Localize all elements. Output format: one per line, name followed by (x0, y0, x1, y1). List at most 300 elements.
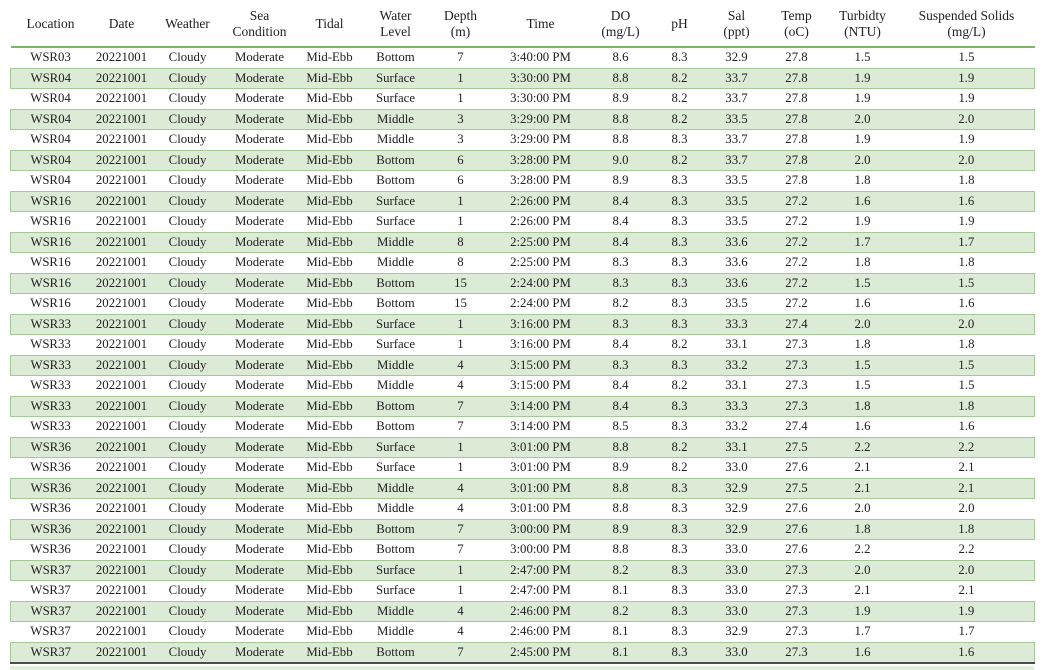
table-cell-date: 20221001 (91, 478, 153, 499)
column-header-line: (ppt) (723, 23, 750, 39)
table-row (11, 417, 1035, 438)
table-cell-location: WSR04 (11, 109, 91, 130)
table-cell-time: 3:29:00 PM (493, 109, 589, 130)
table-cell-sal-ppt: 33.0 (707, 642, 767, 663)
table-cell-location: WSR33 (30, 419, 71, 433)
table-cell-depth-m: 7 (429, 396, 493, 417)
table-cell-sea-condition: Moderate (234, 542, 285, 556)
table-cell-date: 20221001 (95, 50, 148, 64)
table-cell-suspended-solids-mg-l: 1.8 (899, 396, 1035, 417)
table-cell-time: 3:29:00 PM (510, 132, 571, 146)
table-cell-weather: Cloudy (153, 642, 223, 663)
table-cell-tidal: Mid-Ebb (297, 601, 363, 622)
table-cell-time: 3:00:00 PM (510, 542, 571, 556)
table-cell-turbidty-ntu: 2.1 (854, 583, 871, 597)
table-cell-suspended-solids-mg-l: 1.5 (958, 50, 975, 64)
table-cell-date: 20221001 (91, 642, 153, 663)
table-cell-depth-m: 4 (457, 501, 464, 515)
table-cell-do-mg-l: 8.6 (612, 50, 629, 64)
table-cell-depth-m: 4 (429, 601, 493, 622)
table-cell-ph: 8.3 (671, 214, 688, 228)
table-cell-turbidty-ntu: 1.6 (854, 296, 871, 310)
table-cell-date: 20221001 (95, 624, 148, 638)
table-cell-water-level: Bottom (376, 173, 415, 187)
table-cell-date: 20221001 (95, 501, 148, 515)
table-cell-tidal: Mid-Ebb (297, 396, 363, 417)
table-cell-weather: Cloudy (168, 501, 207, 515)
table-cell-location: WSR36 (11, 519, 91, 540)
table-row (11, 212, 1035, 233)
table-cell-date: 20221001 (95, 337, 148, 351)
table-cell-sea-condition: Moderate (223, 68, 297, 89)
table-cell-turbidty-ntu: 1.5 (854, 50, 871, 64)
table-cell-water-level: Middle (363, 601, 429, 622)
table-cell-do-mg-l: 8.4 (589, 396, 653, 417)
table-cell-sal-ppt: 33.2 (725, 419, 748, 433)
table-cell-temp-oc: 27.2 (785, 214, 808, 228)
table-row (11, 68, 1035, 89)
table-cell-weather: Cloudy (153, 437, 223, 458)
table-cell-ph: 8.3 (671, 501, 688, 515)
table-cell-depth-m: 7 (429, 642, 493, 663)
table-cell-ph: 8.2 (671, 460, 688, 474)
table-cell-time: 3:30:00 PM (510, 91, 571, 105)
table-cell-time: 3:30:00 PM (493, 68, 589, 89)
table-cell-sea-condition: Moderate (223, 232, 297, 253)
table-row (11, 601, 1035, 622)
table-cell-temp-oc: 27.4 (785, 419, 808, 433)
table-cell-water-level: Bottom (376, 542, 415, 556)
table-cell-depth-m: 7 (429, 519, 493, 540)
column-header-sal-ppt (707, 2, 767, 47)
column-header-suspended-solids-mg-l (899, 2, 1035, 47)
table-cell-tidal: Mid-Ebb (306, 337, 353, 351)
table-cell-water-level: Bottom (363, 273, 429, 294)
table-cell-tidal: Mid-Ebb (297, 560, 363, 581)
table-cell-depth-m: 15 (429, 273, 493, 294)
table-row (11, 171, 1035, 192)
table-cell-ph: 8.3 (653, 642, 707, 663)
table-cell-suspended-solids-mg-l: 2.2 (899, 437, 1035, 458)
table-cell-sal-ppt: 33.3 (707, 314, 767, 335)
table-cell-sea-condition: Moderate (223, 273, 297, 294)
table-cell-temp-oc: 27.3 (767, 560, 827, 581)
table-cell-do-mg-l: 8.2 (589, 601, 653, 622)
table-cell-suspended-solids-mg-l: 2.0 (958, 501, 975, 515)
table-cell-sea-condition: Moderate (234, 419, 285, 433)
table-cell-time: 2:45:00 PM (493, 642, 589, 663)
table-cell-weather: Cloudy (153, 396, 223, 417)
table-row (11, 273, 1035, 294)
table-cell-do-mg-l: 8.9 (612, 173, 629, 187)
table-cell-weather: Cloudy (168, 624, 207, 638)
table-cell-ph: 8.3 (653, 560, 707, 581)
table-cell-water-level: Middle (363, 355, 429, 376)
table-cell-tidal: Mid-Ebb (297, 150, 363, 171)
table-cell-date: 20221001 (91, 273, 153, 294)
table-cell-tidal: Mid-Ebb (306, 501, 353, 515)
table-cell-ph: 8.3 (671, 624, 688, 638)
column-header-line: Condition (232, 23, 287, 39)
table-cell-location: WSR03 (30, 50, 71, 64)
table-cell-sea-condition: Moderate (223, 314, 297, 335)
column-header-time (493, 2, 589, 47)
table-cell-water-level: Surface (363, 314, 429, 335)
table-cell-sal-ppt: 33.5 (707, 191, 767, 212)
table-row (11, 232, 1035, 253)
table-cell-suspended-solids-mg-l: 2.0 (899, 109, 1035, 130)
table-cell-suspended-solids-mg-l: 1.6 (958, 419, 975, 433)
table-cell-do-mg-l: 8.4 (612, 214, 629, 228)
table-cell-do-mg-l: 8.8 (589, 109, 653, 130)
table-cell-temp-oc: 27.3 (785, 378, 808, 392)
table-cell-weather: Cloudy (153, 601, 223, 622)
table-cell-suspended-solids-mg-l: 1.9 (899, 601, 1035, 622)
table-cell-depth-m: 8 (457, 255, 464, 269)
table-row (11, 253, 1035, 274)
table-cell-weather: Cloudy (153, 519, 223, 540)
table-cell-location: WSR36 (30, 460, 71, 474)
table-cell-tidal: Mid-Ebb (306, 583, 353, 597)
table-cell-suspended-solids-mg-l: 1.6 (899, 642, 1035, 663)
table-cell-temp-oc: 27.8 (785, 50, 808, 64)
table-cell-sal-ppt: 32.9 (707, 478, 767, 499)
table-cell-turbidty-ntu: 1.5 (827, 273, 899, 294)
table-cell-time: 3:01:00 PM (510, 501, 571, 515)
table-cell-weather: Cloudy (168, 91, 207, 105)
table-cell-time: 3:00:00 PM (493, 519, 589, 540)
table-cell-ph: 8.3 (671, 132, 688, 146)
table-cell-turbidty-ntu: 1.6 (827, 191, 899, 212)
table-cell-sea-condition: Moderate (234, 255, 285, 269)
table-cell-date: 20221001 (91, 519, 153, 540)
table-cell-time: 3:28:00 PM (510, 173, 571, 187)
table-cell-location: WSR36 (30, 501, 71, 515)
table-cell-suspended-solids-mg-l: 1.7 (899, 232, 1035, 253)
table-cell-time: 3:15:00 PM (493, 355, 589, 376)
table-cell-date: 20221001 (91, 191, 153, 212)
table-cell-do-mg-l: 8.9 (589, 519, 653, 540)
table-cell-turbidty-ntu: 2.0 (827, 109, 899, 130)
table-cell-suspended-solids-mg-l: 1.9 (958, 214, 975, 228)
table-cell-location: WSR37 (11, 642, 91, 663)
table-cell-weather: Cloudy (153, 68, 223, 89)
table-row (11, 376, 1035, 397)
table-cell-suspended-solids-mg-l: 1.6 (958, 296, 975, 310)
table-cell-do-mg-l: 8.2 (589, 560, 653, 581)
table-cell-turbidty-ntu: 1.6 (827, 642, 899, 663)
table-cell-sea-condition: Moderate (223, 601, 297, 622)
table-cell-turbidty-ntu: 2.0 (827, 314, 899, 335)
table-cell-weather: Cloudy (168, 419, 207, 433)
table-cell-weather: Cloudy (153, 560, 223, 581)
column-header-weather (153, 2, 223, 47)
table-cell-tidal: Mid-Ebb (297, 355, 363, 376)
table-cell-water-level: Bottom (376, 50, 415, 64)
table-cell-water-level: Surface (375, 583, 416, 597)
table-cell-tidal: Mid-Ebb (297, 109, 363, 130)
column-header-line: Turbidty (839, 8, 886, 23)
table-cell-ph: 8.3 (671, 255, 688, 269)
table-cell-location: WSR16 (11, 232, 91, 253)
table-cell-sal-ppt: 33.1 (707, 437, 767, 458)
table-cell-ph: 8.2 (671, 91, 688, 105)
table-cell-suspended-solids-mg-l: 1.9 (899, 68, 1035, 89)
table-cell-temp-oc: 27.2 (785, 255, 808, 269)
table-cell-location: WSR33 (30, 378, 71, 392)
table-row (11, 109, 1035, 130)
table-cell-weather: Cloudy (168, 50, 207, 64)
table-cell-do-mg-l: 8.1 (589, 642, 653, 663)
table-cell-sal-ppt: 32.9 (725, 501, 748, 515)
table-cell-sal-ppt: 33.0 (725, 542, 748, 556)
table-cell-date: 20221001 (95, 132, 148, 146)
table-cell-tidal: Mid-Ebb (297, 519, 363, 540)
table-row (11, 150, 1035, 171)
table-cell-temp-oc: 27.3 (785, 624, 808, 638)
table-cell-do-mg-l: 8.4 (612, 337, 629, 351)
table-cell-sal-ppt: 33.6 (725, 255, 748, 269)
table-cell-time: 3:16:00 PM (493, 314, 589, 335)
table-cell-time: 3:01:00 PM (510, 460, 571, 474)
table-cell-suspended-solids-mg-l: 1.8 (958, 173, 975, 187)
table-cell-weather: Cloudy (168, 542, 207, 556)
table-cell-temp-oc: 27.3 (767, 642, 827, 663)
table-cell-suspended-solids-mg-l: 1.8 (958, 255, 975, 269)
table-row (11, 622, 1035, 643)
table-cell-water-level: Surface (375, 460, 416, 474)
table-cell-ph: 8.3 (671, 583, 688, 597)
header-row (11, 2, 1035, 47)
table-cell-turbidty-ntu: 1.8 (827, 396, 899, 417)
table-cell-ph: 8.2 (653, 109, 707, 130)
table-cell-location: WSR33 (11, 355, 91, 376)
table-cell-time: 2:47:00 PM (493, 560, 589, 581)
table-row (11, 499, 1035, 520)
table-cell-water-level: Surface (375, 91, 416, 105)
table-cell-sal-ppt: 33.6 (707, 232, 767, 253)
table-cell-temp-oc: 27.8 (785, 173, 808, 187)
table-cell-temp-oc: 27.2 (767, 232, 827, 253)
column-header-location (11, 2, 91, 47)
table-cell-turbidty-ntu: 1.9 (854, 132, 871, 146)
table-cell-depth-m: 7 (457, 50, 464, 64)
table-cell-ph: 8.3 (653, 396, 707, 417)
table-cell-location: WSR37 (30, 583, 71, 597)
table-cell-do-mg-l: 8.8 (612, 132, 629, 146)
table-cell-location: WSR36 (11, 437, 91, 458)
table-cell-location: WSR16 (11, 191, 91, 212)
table-cell-tidal: Mid-Ebb (297, 191, 363, 212)
table-cell-time: 3:01:00 PM (493, 437, 589, 458)
table-cell-location: WSR16 (30, 214, 71, 228)
table-cell-time: 2:25:00 PM (510, 255, 571, 269)
table-cell-ph: 8.2 (653, 437, 707, 458)
column-header-sea-condition (223, 2, 297, 47)
table-cell-time: 2:47:00 PM (510, 583, 571, 597)
table-cell-time: 3:40:00 PM (510, 50, 571, 64)
table-cell-weather: Cloudy (168, 173, 207, 187)
table-cell-temp-oc: 27.6 (785, 501, 808, 515)
table-cell-water-level: Surface (363, 437, 429, 458)
table-cell-date: 20221001 (95, 419, 148, 433)
table-cell-sal-ppt: 33.5 (725, 296, 748, 310)
table-cell-date: 20221001 (91, 232, 153, 253)
table-cell-suspended-solids-mg-l: 1.7 (958, 624, 975, 638)
table-cell-ph: 8.3 (671, 296, 688, 310)
table-cell-do-mg-l: 8.8 (589, 437, 653, 458)
table-cell-sal-ppt: 32.9 (707, 519, 767, 540)
table-cell-tidal: Mid-Ebb (297, 232, 363, 253)
table-row (11, 437, 1035, 458)
table-cell-ph: 8.3 (653, 519, 707, 540)
table-cell-temp-oc: 27.5 (767, 437, 827, 458)
table-cell-suspended-solids-mg-l: 1.8 (958, 337, 975, 351)
column-header-tidal (297, 2, 363, 47)
table-row (11, 89, 1035, 110)
table-cell-weather: Cloudy (168, 132, 207, 146)
table-cell-sea-condition: Moderate (234, 624, 285, 638)
column-header-line: Water (379, 8, 412, 23)
table-cell-sal-ppt: 33.6 (707, 273, 767, 294)
table-cell-sal-ppt: 33.0 (707, 560, 767, 581)
table-cell-location: WSR36 (30, 542, 71, 556)
table-cell-sal-ppt: 32.9 (725, 50, 748, 64)
table-cell-depth-m: 1 (457, 214, 464, 228)
table-cell-depth-m: 1 (457, 460, 464, 474)
table-cell-turbidty-ntu: 1.8 (827, 519, 899, 540)
table-cell-do-mg-l: 8.3 (589, 355, 653, 376)
table-cell-weather: Cloudy (153, 273, 223, 294)
table-cell-suspended-solids-mg-l: 2.1 (958, 583, 975, 597)
table-cell-turbidty-ntu: 1.9 (854, 91, 871, 105)
table-bottom-strip (10, 666, 1034, 670)
table-cell-date: 20221001 (95, 378, 148, 392)
table-cell-weather: Cloudy (153, 150, 223, 171)
table-cell-tidal: Mid-Ebb (306, 173, 353, 187)
table-cell-do-mg-l: 8.8 (589, 68, 653, 89)
table-cell-water-level: Surface (363, 68, 429, 89)
column-header-water-level (363, 2, 429, 47)
table-cell-sea-condition: Moderate (234, 173, 285, 187)
column-header-line: Temp (781, 8, 812, 23)
table-cell-turbidty-ntu: 1.7 (854, 624, 871, 638)
column-header-line: (oC) (784, 23, 809, 39)
column-header-line: Depth (444, 8, 477, 23)
table-cell-date: 20221001 (95, 91, 148, 105)
table-cell-water-level: Middle (363, 478, 429, 499)
table-cell-tidal: Mid-Ebb (306, 460, 353, 474)
column-header-depth-m (429, 2, 493, 47)
table-cell-water-level: Middle (377, 624, 414, 638)
table-cell-depth-m: 1 (429, 314, 493, 335)
table-cell-location: WSR33 (11, 314, 91, 335)
table-cell-water-level: Middle (363, 109, 429, 130)
table-cell-depth-m: 3 (457, 132, 464, 146)
table-cell-ph: 8.2 (671, 378, 688, 392)
table-cell-do-mg-l: 8.9 (612, 460, 629, 474)
table-cell-time: 2:46:00 PM (510, 624, 571, 638)
table-cell-sea-condition: Moderate (223, 478, 297, 499)
table-cell-location: WSR37 (11, 601, 91, 622)
table-row (11, 478, 1035, 499)
table-row (11, 581, 1035, 602)
table-cell-temp-oc: 27.5 (767, 478, 827, 499)
table-cell-weather: Cloudy (168, 255, 207, 269)
table-cell-time: 3:14:00 PM (493, 396, 589, 417)
table-cell-location: WSR04 (11, 68, 91, 89)
table-cell-time: 2:26:00 PM (510, 214, 571, 228)
table-cell-depth-m: 1 (457, 91, 464, 105)
table-cell-sea-condition: Moderate (234, 214, 285, 228)
table-row (11, 458, 1035, 479)
table-cell-water-level: Bottom (363, 519, 429, 540)
table-cell-temp-oc: 27.8 (767, 109, 827, 130)
table-cell-tidal: Mid-Ebb (306, 214, 353, 228)
table-cell-weather: Cloudy (153, 314, 223, 335)
table-cell-tidal: Mid-Ebb (306, 624, 353, 638)
table-cell-temp-oc: 27.3 (767, 601, 827, 622)
table-cell-sea-condition: Moderate (223, 150, 297, 171)
column-header-ph (653, 2, 707, 47)
table-cell-depth-m: 7 (457, 542, 464, 556)
table-cell-sea-condition: Moderate (234, 296, 285, 310)
table-cell-depth-m: 4 (457, 378, 464, 392)
table-cell-sea-condition: Moderate (223, 191, 297, 212)
table-cell-do-mg-l: 8.8 (612, 501, 629, 515)
table-cell-time: 2:24:00 PM (493, 273, 589, 294)
table-cell-sal-ppt: 33.0 (707, 601, 767, 622)
table-cell-tidal: Mid-Ebb (306, 255, 353, 269)
table-cell-sea-condition: Moderate (234, 501, 285, 515)
table-cell-suspended-solids-mg-l: 2.1 (958, 460, 975, 474)
column-header-line: Date (108, 15, 135, 31)
table-cell-water-level: Bottom (376, 296, 415, 310)
table-cell-date: 20221001 (95, 173, 148, 187)
table-cell-temp-oc: 27.2 (767, 273, 827, 294)
table-cell-tidal: Mid-Ebb (306, 542, 353, 556)
table-row (11, 130, 1035, 151)
table-row (11, 335, 1035, 356)
table-cell-turbidty-ntu: 1.9 (827, 601, 899, 622)
table-cell-location: WSR04 (30, 173, 71, 187)
table-cell-water-level: Surface (363, 191, 429, 212)
table-cell-depth-m: 4 (457, 624, 464, 638)
table-cell-date: 20221001 (91, 355, 153, 376)
table-cell-time: 2:25:00 PM (493, 232, 589, 253)
column-header-line: (m) (450, 23, 471, 39)
table-cell-date: 20221001 (91, 109, 153, 130)
table-cell-sea-condition: Moderate (223, 355, 297, 376)
table-cell-water-level: Surface (363, 560, 429, 581)
table-cell-ph: 8.2 (671, 337, 688, 351)
column-header-turbidty-ntu (827, 2, 899, 47)
table-cell-turbidty-ntu: 2.0 (827, 560, 899, 581)
table-cell-weather: Cloudy (153, 355, 223, 376)
table-cell-sal-ppt: 33.2 (707, 355, 767, 376)
table-cell-time: 3:14:00 PM (510, 419, 571, 433)
table-cell-suspended-solids-mg-l: 2.0 (899, 314, 1035, 335)
table-cell-do-mg-l: 8.4 (612, 378, 629, 392)
table-cell-weather: Cloudy (153, 232, 223, 253)
table-cell-ph: 8.3 (653, 355, 707, 376)
table-cell-time: 3:01:00 PM (493, 478, 589, 499)
table-cell-depth-m: 4 (429, 355, 493, 376)
table-row (11, 314, 1035, 335)
table-cell-turbidty-ntu: 1.8 (854, 337, 871, 351)
table-cell-sea-condition: Moderate (223, 396, 297, 417)
table-cell-temp-oc: 27.2 (785, 296, 808, 310)
